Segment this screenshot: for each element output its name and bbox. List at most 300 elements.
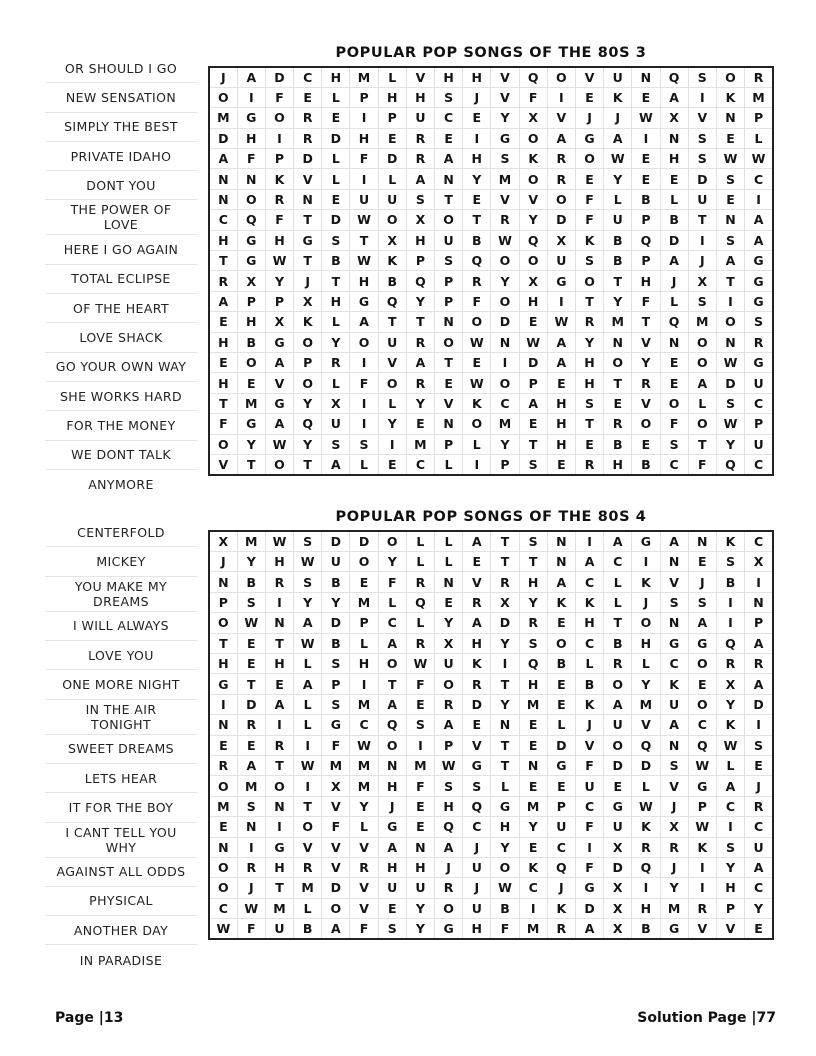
grid-cell: H [265,857,293,877]
grid-cell: R [435,694,463,714]
grid-cell: R [294,128,322,148]
grid-cell: F [660,414,688,434]
grid-cell: X [322,393,350,413]
grid-row [209,393,773,413]
grid-cell: K [575,694,603,714]
grid-cell: V [688,919,716,939]
grid-cell: Q [463,796,491,816]
grid-cell: R [745,332,773,352]
grid-cell: U [745,434,773,454]
grid-cell: V [294,837,322,857]
grid-cell: G [745,271,773,291]
grid-cell: W [209,919,237,939]
grid-cell: G [265,332,293,352]
grid-cell: C [575,633,603,653]
grid-cell: R [406,633,434,653]
grid-cell: N [209,189,237,209]
grid-cell: R [209,755,237,775]
grid-cell: D [660,230,688,250]
grid-row [209,434,773,454]
grid-cell: J [745,776,773,796]
grid-cell: I [632,878,660,898]
grid-cell: P [745,414,773,434]
grid-cell: I [406,735,434,755]
grid-cell: T [491,674,519,694]
grid-cell: I [265,817,293,837]
grid-cell: D [350,531,378,551]
grid-cell: L [716,755,744,775]
letter-grid-2-body [209,531,773,939]
grid-cell: H [350,654,378,674]
grid-cell: L [406,613,434,633]
grid-cell: B [237,572,265,592]
grid-cell: I [237,837,265,857]
grid-cell: P [547,796,575,816]
grid-cell: A [688,613,716,633]
grid-cell: T [378,674,406,694]
grid-cell: H [575,373,603,393]
grid-row [209,674,773,694]
grid-cell: S [435,776,463,796]
grid-cell: O [716,67,744,87]
grid-cell: R [716,654,744,674]
grid-cell: N [660,128,688,148]
grid-cell: J [209,552,237,572]
grid-cell: R [604,654,632,674]
grid-cell: R [463,271,491,291]
grid-cell: X [294,291,322,311]
grid-cell: R [406,332,434,352]
word-text: SHE WORKS HARD [59,388,183,404]
grid-cell: L [322,169,350,189]
grid-cell: U [378,878,406,898]
grid-cell: L [322,149,350,169]
grid-cell: O [294,373,322,393]
grid-cell: H [632,271,660,291]
grid-cell: A [660,87,688,107]
grid-cell: O [322,898,350,918]
grid-cell: E [209,312,237,332]
grid-cell: V [322,796,350,816]
letter-grid-1-body [209,67,773,475]
grid-cell: W [519,332,547,352]
grid-cell: J [435,857,463,877]
word-list-item [45,83,197,112]
grid-cell: D [322,878,350,898]
grid-cell: I [265,128,293,148]
grid-cell: E [435,373,463,393]
grid-cell: M [688,312,716,332]
grid-cell: W [632,108,660,128]
grid-cell: A [745,674,773,694]
grid-cell: O [463,312,491,332]
grid-cell: H [632,633,660,653]
grid-cell: E [378,454,406,474]
grid-cell: A [322,919,350,939]
grid-cell: A [435,149,463,169]
grid-cell: T [209,393,237,413]
grid-cell: T [716,271,744,291]
grid-cell: X [209,531,237,551]
grid-cell: Y [435,613,463,633]
grid-cell: B [632,919,660,939]
grid-cell: R [660,837,688,857]
grid-cell: Q [716,454,744,474]
grid-cell: W [632,796,660,816]
grid-cell: K [575,230,603,250]
grid-cell: E [660,373,688,393]
grid-cell: E [547,454,575,474]
grid-cell: D [604,857,632,877]
grid-cell: I [350,108,378,128]
grid-cell: P [435,271,463,291]
grid-cell: T [604,271,632,291]
grid-cell: A [463,531,491,551]
grid-cell: Q [435,817,463,837]
grid-cell: B [575,674,603,694]
grid-cell: J [688,251,716,271]
grid-cell: M [294,878,322,898]
grid-cell: M [632,694,660,714]
grid-cell: Y [491,837,519,857]
grid-cell: E [632,87,660,107]
grid-cell: A [604,531,632,551]
word-text: I CANT TELL YOU [65,824,177,840]
grid-cell: X [604,919,632,939]
grid-cell: I [350,352,378,372]
grid-cell: L [745,128,773,148]
word-list-item [45,265,197,294]
grid-cell: I [350,414,378,434]
grid-cell: T [294,210,322,230]
grid-cell: H [660,149,688,169]
grid-cell: E [294,87,322,107]
word-list-item [45,793,197,822]
grid-cell: E [688,674,716,694]
grid-cell: P [406,251,434,271]
grid-cell: A [519,393,547,413]
grid-cell: H [491,817,519,837]
grid-cell: U [378,332,406,352]
grid-cell: Y [294,592,322,612]
grid-cell: F [575,210,603,230]
grid-cell: I [547,87,575,107]
grid-cell: J [575,715,603,735]
grid-cell: L [660,189,688,209]
grid-cell: F [265,87,293,107]
grid-cell: H [265,654,293,674]
word-text: OR SHOULD I GO [64,60,178,76]
grid-cell: C [350,715,378,735]
grid-cell: Q [632,735,660,755]
grid-cell: I [688,857,716,877]
grid-cell: T [350,230,378,250]
grid-cell: Y [519,817,547,837]
grid-cell: N [716,210,744,230]
grid-cell: P [350,613,378,633]
grid-cell: S [688,592,716,612]
grid-cell: S [688,149,716,169]
grid-cell: A [237,755,265,775]
grid-cell: R [632,837,660,857]
word-list-item [45,353,197,382]
grid-cell: E [519,715,547,735]
grid-cell: H [406,230,434,250]
grid-row [209,531,773,551]
word-list-item [45,518,197,547]
grid-cell: Q [519,67,547,87]
grid-cell: T [604,373,632,393]
grid-cell: F [350,149,378,169]
grid-cell: S [660,434,688,454]
grid-cell: B [604,633,632,653]
grid-cell: X [660,817,688,837]
grid-cell: C [745,454,773,474]
grid-cell: A [745,230,773,250]
grid-cell: Y [378,414,406,434]
grid-cell: Q [463,251,491,271]
grid-cell: Q [632,230,660,250]
grid-row [209,755,773,775]
grid-cell: X [604,878,632,898]
grid-cell: E [575,169,603,189]
grid-cell: R [575,312,603,332]
word-list-item [45,577,197,612]
grid-row [209,414,773,434]
grid-cell: O [491,291,519,311]
grid-cell: H [378,857,406,877]
grid-cell: I [688,878,716,898]
word-text: ONE MORE NIGHT [62,676,180,692]
grid-cell: S [575,393,603,413]
grid-cell: I [350,393,378,413]
grid-cell: L [378,393,406,413]
grid-cell: O [350,552,378,572]
grid-cell: O [547,633,575,653]
grid-cell: A [265,352,293,372]
grid-cell: H [519,674,547,694]
grid-row [209,251,773,271]
grid-cell: L [322,312,350,332]
grid-cell: W [265,251,293,271]
grid-cell: S [350,434,378,454]
grid-cell: G [604,796,632,816]
grid-cell: D [745,694,773,714]
word-text: IN THE AIR [85,701,157,717]
grid-cell: O [519,128,547,148]
grid-cell: O [237,352,265,372]
grid-cell: P [745,108,773,128]
grid-cell: N [547,531,575,551]
grid-cell: M [491,169,519,189]
grid-cell: Y [716,694,744,714]
grid-cell: H [575,613,603,633]
grid-row [209,291,773,311]
grid-cell: T [688,434,716,454]
grid-cell: F [406,674,434,694]
grid-cell: O [604,674,632,694]
grid-cell: E [604,393,632,413]
grid-cell: I [716,291,744,311]
grid-cell: G [435,919,463,939]
grid-row [209,67,773,87]
grid-cell: Q [716,633,744,653]
grid-cell: O [265,776,293,796]
grid-cell: U [435,230,463,250]
grid-cell: P [491,454,519,474]
grid-cell: V [547,108,575,128]
grid-cell: M [604,312,632,332]
grid-cell: Q [406,592,434,612]
grid-cell: B [660,210,688,230]
grid-cell: K [632,817,660,837]
grid-cell: S [322,230,350,250]
grid-cell: R [265,735,293,755]
word-list-1 [45,45,197,499]
grid-cell: I [688,87,716,107]
grid-cell: C [660,454,688,474]
grid-cell: E [519,837,547,857]
grid-cell: I [745,572,773,592]
grid-cell: E [406,796,434,816]
grid-cell: C [745,531,773,551]
word-text: CENTERFOLD [77,524,165,540]
grid-cell: P [209,592,237,612]
grid-cell: H [265,552,293,572]
grid-cell: H [547,434,575,454]
grid-cell: T [519,434,547,454]
grid-cell: E [463,108,491,128]
grid-cell: E [716,189,744,209]
grid-cell: L [294,898,322,918]
grid-cell: R [265,189,293,209]
grid-cell: S [745,735,773,755]
grid-cell: D [575,898,603,918]
grid-cell: E [519,735,547,755]
grid-cell: S [519,454,547,474]
grid-cell: H [378,87,406,107]
grid-cell: W [716,149,744,169]
grid-cell: R [435,878,463,898]
grid-cell: O [350,332,378,352]
grid-cell: Y [322,592,350,612]
grid-cell: X [378,230,406,250]
grid-cell: G [660,633,688,653]
grid-row [209,776,773,796]
grid-cell: T [265,755,293,775]
grid-cell: C [575,796,603,816]
grid-cell: I [575,837,603,857]
grid-cell: F [575,189,603,209]
grid-cell: A [604,694,632,714]
grid-cell: D [237,694,265,714]
grid-cell: T [237,674,265,694]
grid-cell: B [632,454,660,474]
grid-cell: O [688,654,716,674]
grid-cell: C [745,878,773,898]
page-footer [0,1010,816,1026]
grid-cell: G [237,230,265,250]
grid-cell: C [575,572,603,592]
grid-cell: V [660,572,688,592]
grid-cell: Q [237,210,265,230]
grid-cell: G [491,796,519,816]
grid-cell: W [265,531,293,551]
grid-cell: J [660,857,688,877]
grid-cell: W [435,755,463,775]
grid-column-1 [208,45,774,476]
grid-cell: Y [745,898,773,918]
grid-cell: B [294,919,322,939]
grid-cell: L [491,776,519,796]
grid-cell: S [688,128,716,148]
grid-cell: Y [237,434,265,454]
grid-cell: H [519,572,547,592]
word-list-item [45,858,197,887]
grid-cell: R [322,352,350,372]
puzzle-section-2 [45,509,774,975]
word-text: WHY [105,839,137,855]
grid-cell: T [237,454,265,474]
grid-cell: Q [688,735,716,755]
grid-row [209,654,773,674]
word-text: MICKEY [96,554,146,570]
word-list-item [45,641,197,670]
grid-cell: P [716,898,744,918]
grid-cell: T [519,552,547,572]
grid-cell: I [575,531,603,551]
grid-cell: W [547,312,575,332]
grid-cell: R [406,572,434,592]
grid-cell: Y [632,352,660,372]
grid-cell: P [632,210,660,230]
grid-cell: Y [660,878,688,898]
grid-cell: Y [294,434,322,454]
grid-cell: T [435,189,463,209]
grid-cell: L [435,552,463,572]
grid-cell: L [294,654,322,674]
grid-cell: E [575,434,603,454]
grid-cell: T [632,312,660,332]
word-list-item [45,441,197,470]
grid-cell: R [604,414,632,434]
grid-cell: Q [519,230,547,250]
grid-cell: M [237,531,265,551]
grid-cell: G [688,776,716,796]
grid-cell: G [491,128,519,148]
grid-cell: A [322,454,350,474]
grid-cell: E [632,434,660,454]
grid-cell: Y [350,796,378,816]
grid-cell: Y [491,271,519,291]
grid-cell: D [604,755,632,775]
grid-row [209,332,773,352]
grid-row [209,312,773,332]
word-list-item [45,235,197,264]
word-text: LOVE [103,217,139,233]
grid-cell: M [350,592,378,612]
grid-row [209,898,773,918]
grid-cell: S [519,531,547,551]
grid-cell: I [378,434,406,454]
grid-cell: O [688,332,716,352]
grid-cell: A [209,149,237,169]
grid-cell: G [237,251,265,271]
grid-cell: Y [716,857,744,877]
grid-cell: Q [519,654,547,674]
word-list-item [45,200,197,235]
grid-cell: H [547,393,575,413]
